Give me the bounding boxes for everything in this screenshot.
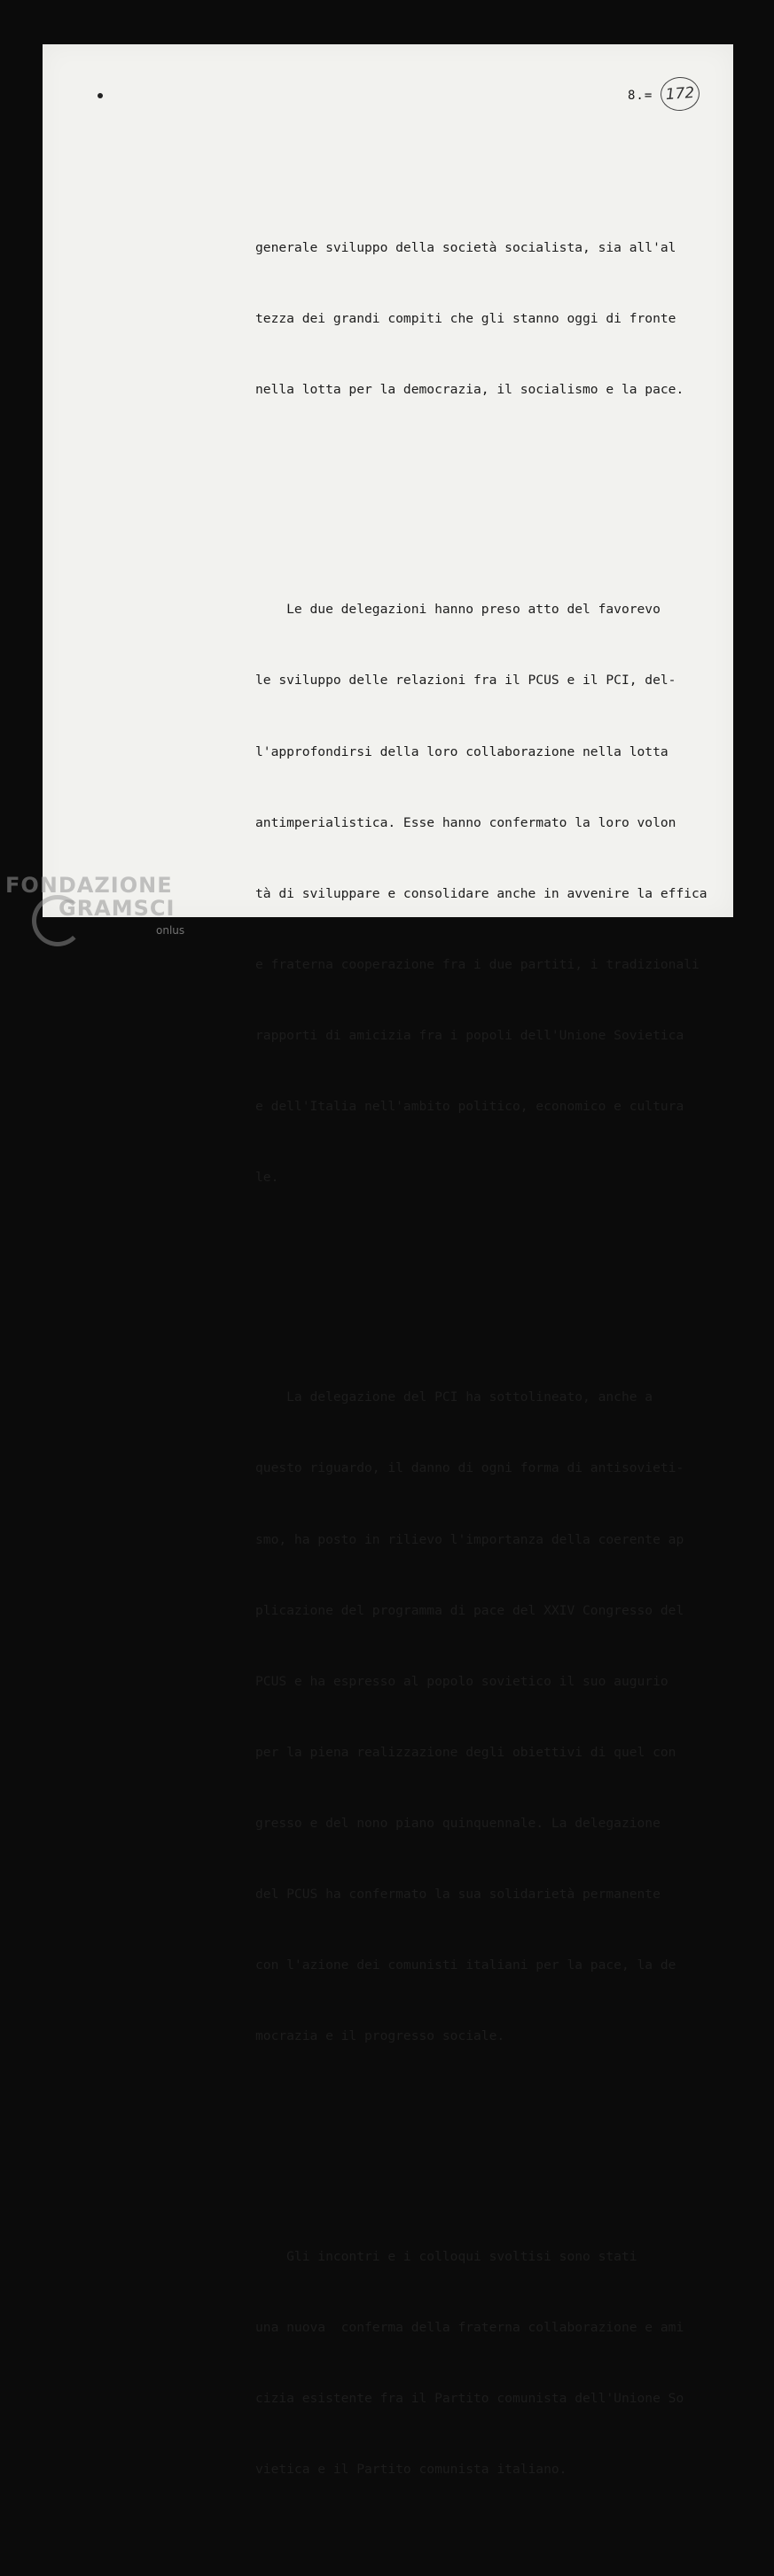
text-line: una nuova conferma della fraterna collaborazione e ami bbox=[255, 2319, 684, 2335]
text-line: PCUS e ha espresso al popolo sovietico il suo augurio bbox=[255, 1673, 668, 1689]
text-line: tà di sviluppare e consolidare anche in avvenire la effica bbox=[255, 885, 708, 901]
text-line: e dell'Italia nell'ambito politico, economico e cultura bbox=[255, 1098, 684, 1114]
text-line: gresso e del nono piano quinquennale. La delegazione bbox=[255, 1815, 661, 1831]
text-line: le. bbox=[255, 1170, 279, 1186]
text-line: Gli incontri e i colloqui svoltisi sono stati bbox=[255, 2248, 637, 2264]
text-line: generale sviluppo della società socialista, sia all'al bbox=[255, 239, 676, 255]
text-line: l'approfondirsi della loro collaborazione nella lotta bbox=[255, 743, 668, 759]
paragraph bbox=[255, 1339, 730, 2096]
paragraph bbox=[255, 551, 730, 1237]
text-line: smo, ha posto in rilievo l'importanza della coerente ap bbox=[255, 1531, 684, 1547]
text-line: rapporti di amicizia fra i popoli dell'Unione Sovietica bbox=[255, 1027, 684, 1043]
text-line: per la piena realizzazione degli obiettivi di quel con bbox=[255, 1744, 676, 1760]
text-line: tezza dei grandi compiti che gli stanno oggi di fronte bbox=[255, 310, 676, 326]
page-number: 8.= bbox=[628, 89, 653, 103]
archive-stamp: 172 bbox=[660, 76, 701, 113]
watermark-suffix: onlus bbox=[156, 924, 185, 937]
text-line: le sviluppo delle relazioni fra il PCUS e il PCI, del- bbox=[255, 673, 676, 689]
paragraph bbox=[255, 2198, 730, 2529]
text-line: Le due delegazioni hanno preso atto del favorevo bbox=[255, 602, 661, 618]
watermark-line1: FONDAZIONE bbox=[5, 873, 173, 898]
paragraph bbox=[255, 189, 730, 449]
body-text bbox=[255, 142, 730, 2576]
text-line: del PCUS ha confermato la sua solidarietà permanente bbox=[255, 1887, 661, 1903]
watermark-line2: GRAMSCI bbox=[59, 896, 176, 921]
text-line: plicazione del programma di pace del XXIV Congresso del bbox=[255, 1602, 684, 1618]
text-line: cizia esistente fra il Partito comunista dell'Unione So bbox=[255, 2390, 684, 2406]
text-line: mocrazia e il progresso sociale. bbox=[255, 2028, 505, 2044]
punch-mark bbox=[98, 93, 103, 98]
text-line: nella lotta per la democrazia, il socialismo e la pace. bbox=[255, 382, 684, 397]
text-line: vietica e il Partito comunista italiano. bbox=[255, 2461, 567, 2477]
watermark bbox=[5, 874, 175, 920]
text-line: con l'azione dei comunisti italiani per la pace, la de bbox=[255, 1957, 676, 1973]
text-line: questo riguardo, il danno di ogni forma di antisovieti- bbox=[255, 1460, 684, 1476]
text-line: La delegazione del PCI ha sottolineato, anche a bbox=[255, 1389, 653, 1405]
text-line: e fraterna cooperazione fra i due partiti, i tradizionali bbox=[255, 956, 700, 972]
text-line: antimperialistica. Esse hanno confermato la loro volon bbox=[255, 814, 676, 830]
